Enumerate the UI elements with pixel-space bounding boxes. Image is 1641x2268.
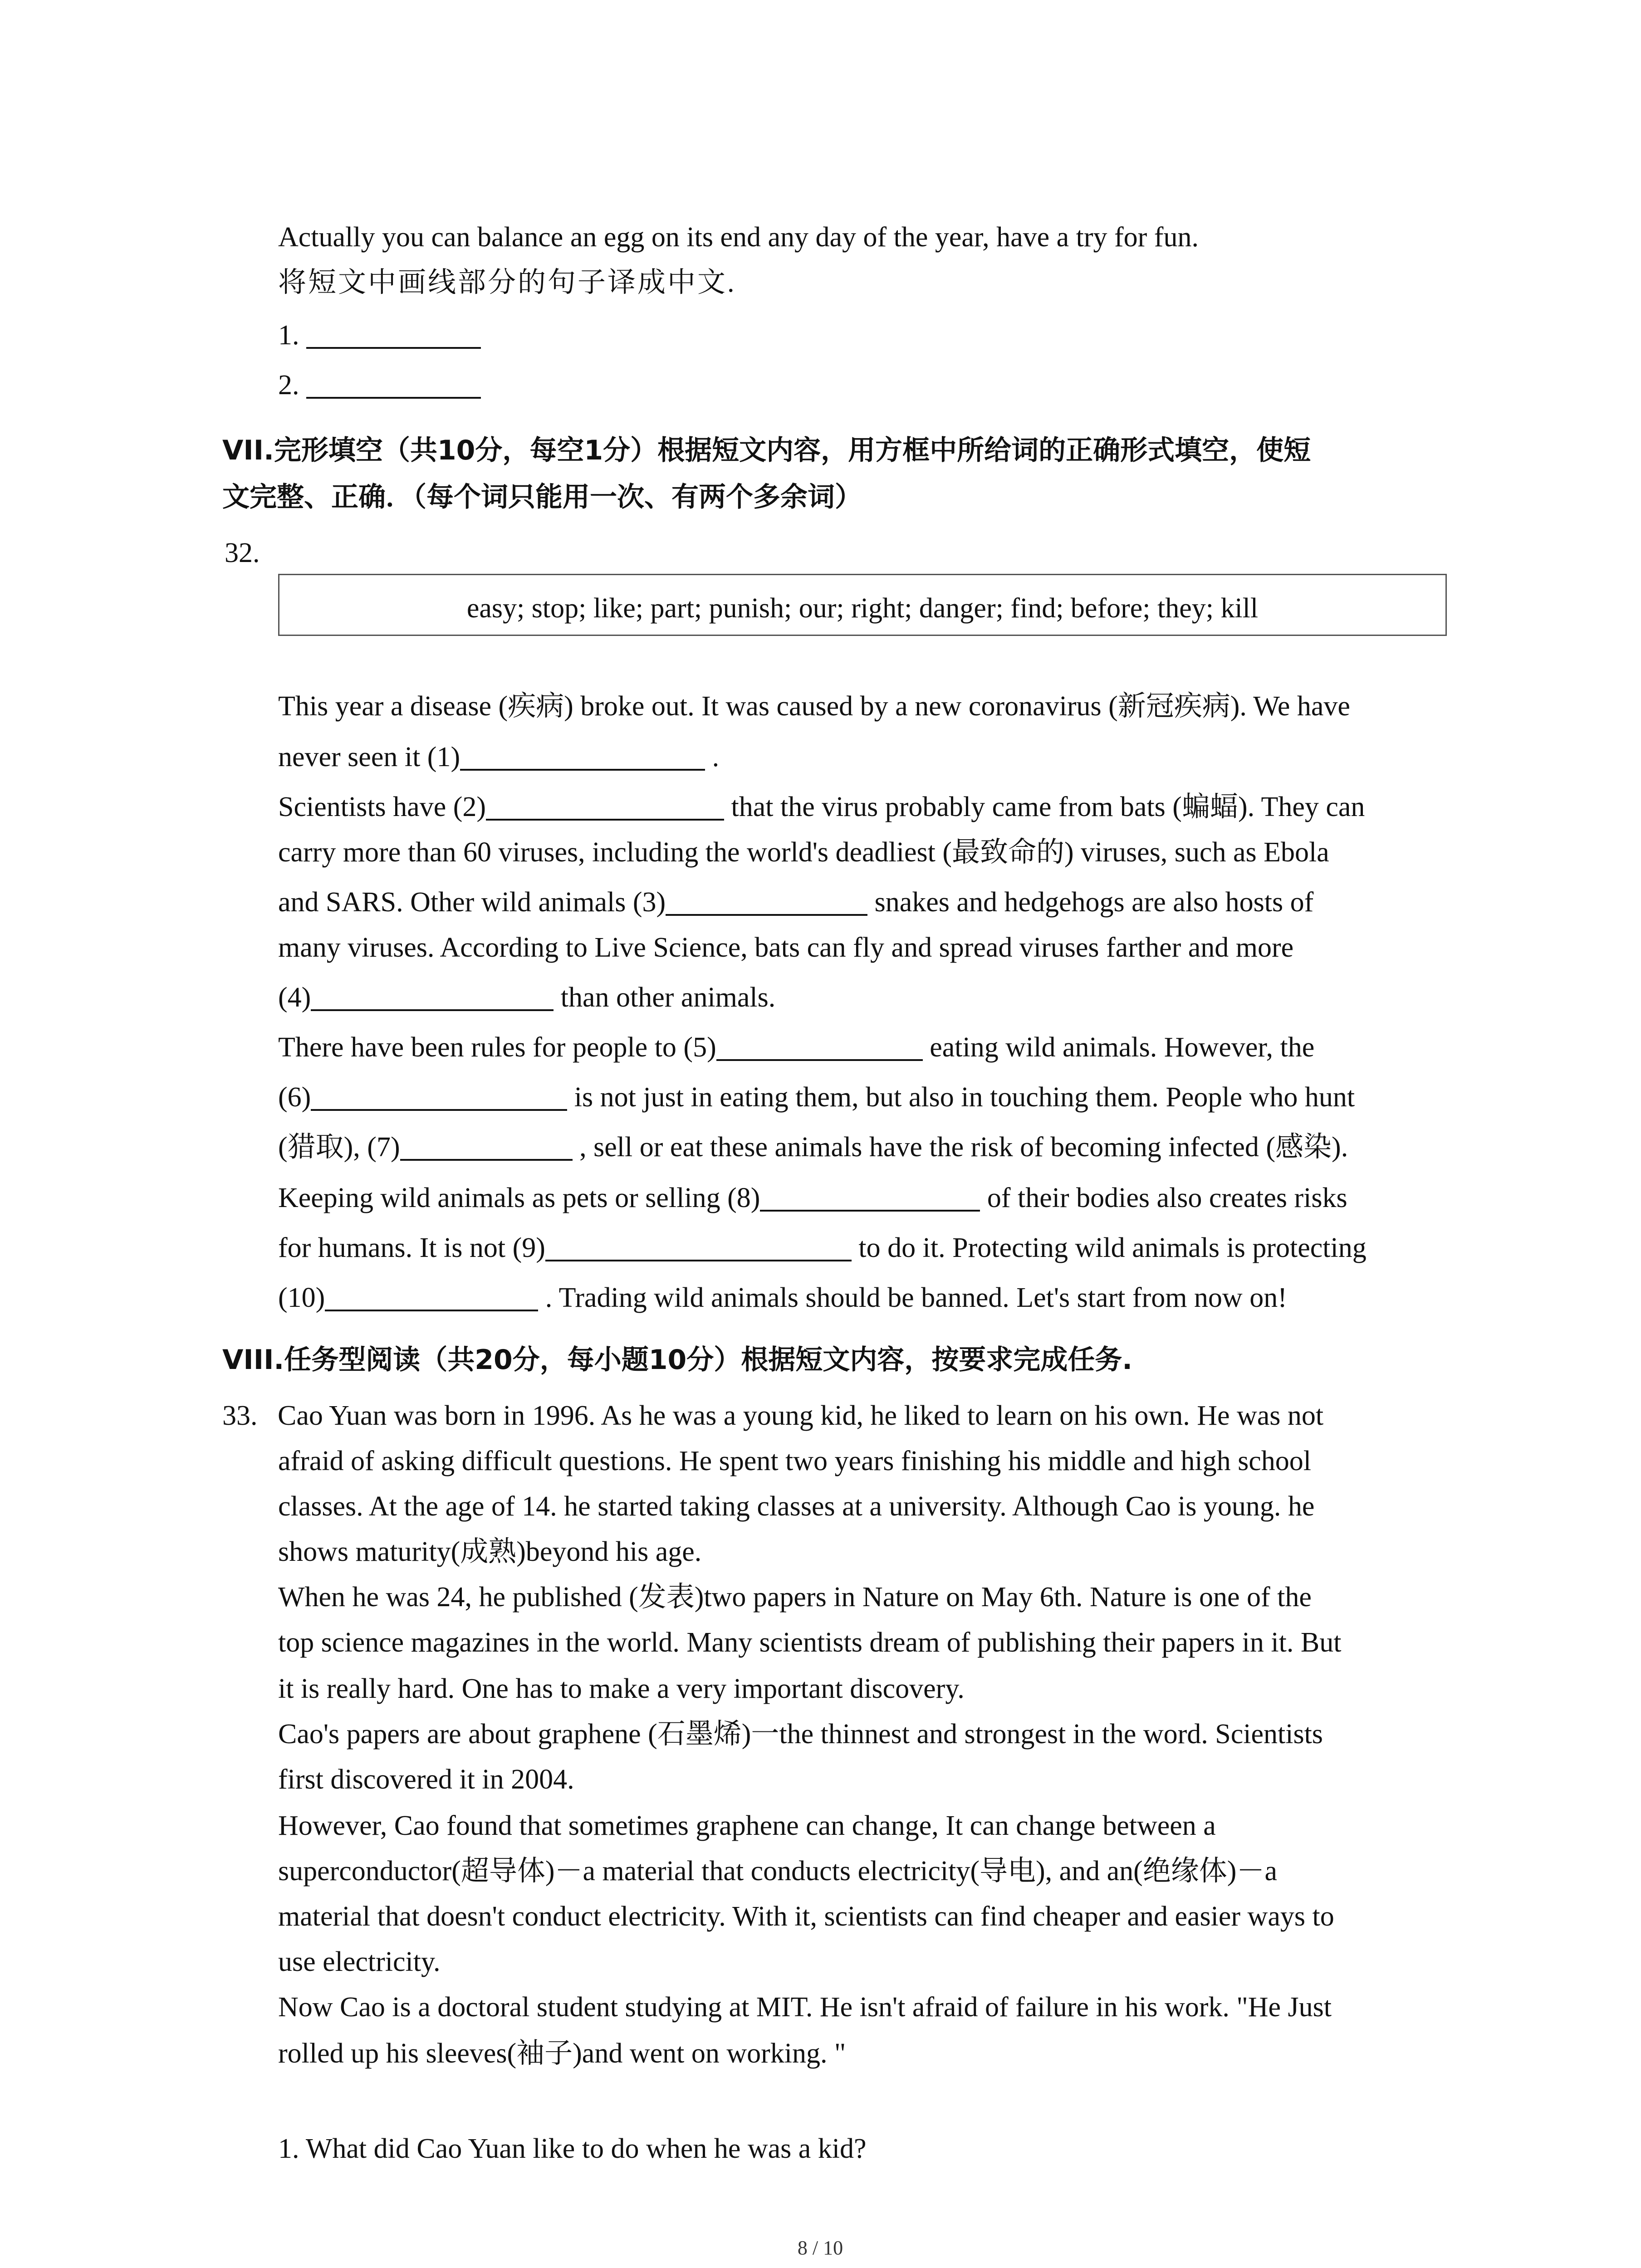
- cloze-text: and SARS. Other wild animals (3): [278, 887, 666, 918]
- cloze-text: Keeping wild animals as pets or selling (8): [278, 1183, 760, 1213]
- reading-line-3: classes. At the age of 14. he started taking classes at a university. Although Cao is young. he: [278, 1491, 1315, 1522]
- cloze-text: never seen it (1): [278, 742, 460, 772]
- cloze-line-9: [278, 1083, 1355, 1111]
- cloze-text: . Trading wild animals should be banned. Let's start from now on!: [538, 1282, 1287, 1313]
- cloze-line-12: [278, 1234, 1367, 1262]
- answer-label-1: 1.: [278, 320, 299, 351]
- cloze-blank-8[interactable]: [760, 1186, 980, 1212]
- cloze-blank-1[interactable]: [460, 745, 705, 771]
- answer-line-1: [278, 321, 481, 349]
- cloze-blank-7[interactable]: [400, 1135, 573, 1161]
- question-number-32: 32.: [225, 538, 260, 568]
- cloze-line-10: [278, 1133, 1348, 1161]
- cloze-text: Scientists have (2): [278, 792, 486, 822]
- cloze-text: is not just in eating them, but also in touching them. People who hunt: [567, 1082, 1355, 1113]
- cloze-line-3: [278, 793, 1365, 821]
- reading-line-2: afraid of asking difficult questions. He spent two years finishing his middle and high school: [278, 1446, 1311, 1476]
- cloze-text: , sell or eat these animals have the risk of becoming infected (感染).: [572, 1132, 1348, 1163]
- reading-line-10: However, Cao found that sometimes graphene can change, It can change between a: [278, 1810, 1216, 1841]
- reading-line-9: first discovered it in 2004.: [278, 1764, 574, 1795]
- cloze-text: (10): [278, 1282, 325, 1313]
- cloze-text: snakes and hedgehogs are also hosts of: [867, 887, 1314, 918]
- cloze-text: (4): [278, 982, 311, 1013]
- cloze-text: that the virus probably came from bats (蝙蝠). They can: [724, 792, 1365, 822]
- cloze-line-8: [278, 1033, 1314, 1061]
- cloze-text: eating wild animals. However, the: [922, 1032, 1315, 1063]
- cloze-text: There have been rules for people to (5): [278, 1032, 716, 1063]
- section-7-heading-line-2: 文完整、正确．（每个词只能用一次、有两个多余词）: [222, 481, 862, 513]
- reading-line-13: use electricity.: [278, 1946, 441, 1977]
- reading-line-4: shows maturity(成熟)beyond his age.: [278, 1536, 702, 1567]
- cloze-text: .: [705, 742, 720, 772]
- cloze-text: of their bodies also creates risks: [980, 1183, 1347, 1213]
- section-8-heading: VIII.任务型阅读（共20分，每小题10分）根据短文内容，按要求完成任务.: [222, 1344, 1132, 1376]
- cloze-line-13: [278, 1284, 1287, 1312]
- cloze-text: (6): [278, 1082, 311, 1113]
- answer-label-2: 2.: [278, 370, 299, 401]
- reading-line-14: Now Cao is a doctoral student studying at MIT. He isn't afraid of failure in his work. "He Just: [278, 1992, 1332, 2023]
- cloze-text: to do it. Protecting wild animals is protecting: [851, 1232, 1367, 1263]
- cloze-text: (猎取), (7): [278, 1132, 400, 1163]
- cloze-blank-3[interactable]: [666, 890, 867, 916]
- reading-line-6: top science magazines in the world. Many scientists dream of publishing their papers in it. But: [278, 1627, 1342, 1658]
- cloze-blank-4[interactable]: [311, 986, 554, 1011]
- cloze-blank-2[interactable]: [486, 795, 724, 821]
- reading-line-1: Cao Yuan was born in 1996. As he was a young kid, he liked to learn on his own. He was not: [278, 1400, 1324, 1431]
- cloze-line-6: many viruses. According to Live Science, bats can fly and spread viruses farther and more: [278, 932, 1294, 963]
- page-number: 8 / 10: [797, 2237, 843, 2259]
- reading-line-5: When he was 24, he published (发表)two papers in Nature on May 6th. Nature is one of the: [278, 1582, 1312, 1613]
- cloze-line-7: [278, 983, 775, 1012]
- section-7-heading-line-1: VII.完形填空（共10分，每空1分）根据短文内容，用方框中所给词的正确形式填空，使短: [222, 435, 1311, 466]
- cloze-blank-9[interactable]: [545, 1236, 852, 1261]
- cloze-line-2: [278, 743, 719, 771]
- reading-line-11: superconductor(超导体)－a material that conducts electricity(导电), and an(绝缘体)－a: [278, 1856, 1277, 1887]
- passage-last-sentence: Actually you can balance an egg on its end any day of the year, have a try for fun.: [278, 222, 1199, 253]
- cloze-text: than other animals.: [554, 982, 776, 1013]
- cloze-text: for humans. It is not (9): [278, 1232, 545, 1263]
- cloze-line-1: This year a disease (疾病) broke out. It was caused by a new coronavirus (新冠疾病). We have: [278, 691, 1350, 722]
- answer-line-2: [278, 371, 481, 399]
- cloze-line-4: carry more than 60 viruses, including the world's deadliest (最致命的) viruses, such as Ebola: [278, 837, 1329, 868]
- reading-line-8: Cao's papers are about graphene (石墨烯)一the thinnest and strongest in the word. Scientists: [278, 1719, 1323, 1750]
- cloze-blank-5[interactable]: [716, 1036, 923, 1061]
- reading-line-12: material that doesn't conduct electricity. With it, scientists can find cheaper and easier ways to: [278, 1901, 1334, 1932]
- answer-blank-2[interactable]: [306, 373, 481, 399]
- reading-line-7: it is really hard. One has to make a very important discovery.: [278, 1673, 965, 1704]
- translation-instruction: 将短文中画线部分的句子译成中文.: [278, 267, 736, 298]
- question-number-33: 33.: [222, 1400, 258, 1431]
- word-bank-box: [278, 574, 1447, 636]
- cloze-line-11: [278, 1184, 1347, 1212]
- cloze-line-5: [278, 888, 1313, 916]
- word-bank-text: easy; stop; like; part; punish; our; right; danger; find; before; they; kill: [466, 593, 1259, 624]
- reading-question-1: 1. What did Cao Yuan like to do when he was a kid?: [278, 2133, 867, 2164]
- cloze-blank-10[interactable]: [325, 1286, 538, 1311]
- reading-line-15: rolled up his sleeves(袖子)and went on working. ": [278, 2038, 846, 2069]
- answer-blank-1[interactable]: [306, 323, 481, 349]
- cloze-blank-6[interactable]: [311, 1085, 567, 1111]
